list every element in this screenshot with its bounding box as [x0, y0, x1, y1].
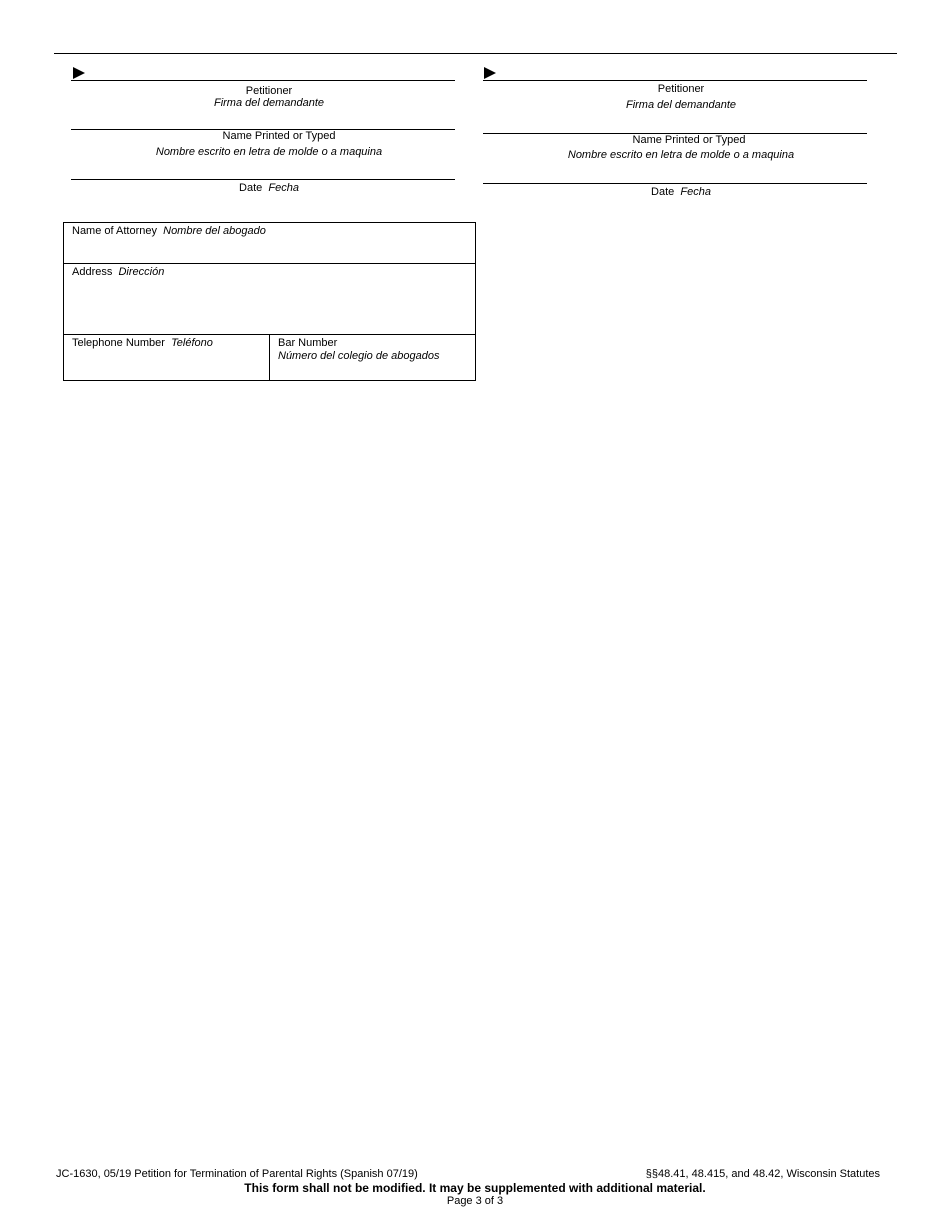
signature-arrow-icon: [73, 67, 85, 79]
attorney-name-label-es: Nombre del abogado: [163, 225, 266, 237]
page-number: Page 3 of 3: [446, 1195, 504, 1207]
attorney-info-box: [63, 222, 476, 381]
date-line[interactable]: [483, 183, 867, 184]
name-label: Name Printed or Typed: [632, 134, 746, 146]
bar-number-label-es: Número del colegio de abogados: [278, 350, 440, 362]
telephone-label-group: [72, 337, 213, 349]
name-label-es: Nombre escrito en letra de molde o a maquina: [567, 149, 795, 161]
attorney-address-field[interactable]: [64, 264, 475, 335]
attorney-name-field[interactable]: [64, 223, 475, 264]
telephone-label-es: Teléfono: [171, 337, 213, 349]
address-label-es: Dirección: [118, 266, 165, 278]
signer-label: Petitioner: [657, 83, 705, 95]
bar-number-field[interactable]: [270, 335, 475, 380]
date-line[interactable]: [71, 179, 455, 180]
attorney-name-label-group: [72, 225, 266, 237]
top-rule: [54, 53, 897, 54]
name-label: Name Printed or Typed: [222, 130, 336, 142]
signer-label-es: Firma del demandante: [625, 99, 737, 111]
signature-line[interactable]: [71, 80, 455, 81]
modification-notice: This form shall not be modified. It may be supplemented with additional material.: [244, 1181, 706, 1195]
address-label-group: [72, 266, 164, 278]
address-label: Address: [72, 266, 113, 278]
date-label-group: [71, 182, 467, 194]
bar-number-label: Bar Number: [278, 337, 338, 349]
date-label-group: [483, 186, 879, 198]
attorney-name-label: Name of Attorney: [72, 225, 157, 237]
signature-arrow-icon: [484, 67, 496, 79]
signature-line[interactable]: [483, 80, 867, 81]
statutes-reference: §§48.41, 48.415, and 48.42, Wisconsin Statutes: [645, 1168, 880, 1180]
date-label: Date: [651, 186, 675, 198]
signer-label-es: Firma del demandante: [213, 97, 325, 109]
name-label-es: Nombre escrito en letra de molde o a maquina: [155, 146, 383, 158]
form-id: JC-1630, 05/19 Petition for Termination of Parental Rights (Spanish 07/19): [56, 1168, 418, 1180]
bar-number-label-group: [278, 337, 439, 362]
telephone-field[interactable]: [64, 335, 270, 380]
signer-label: Petitioner: [245, 85, 293, 97]
date-label-es: Fecha: [268, 182, 299, 194]
date-label: Date: [239, 182, 263, 194]
telephone-label: Telephone Number: [72, 337, 165, 349]
date-label-es: Fecha: [680, 186, 711, 198]
